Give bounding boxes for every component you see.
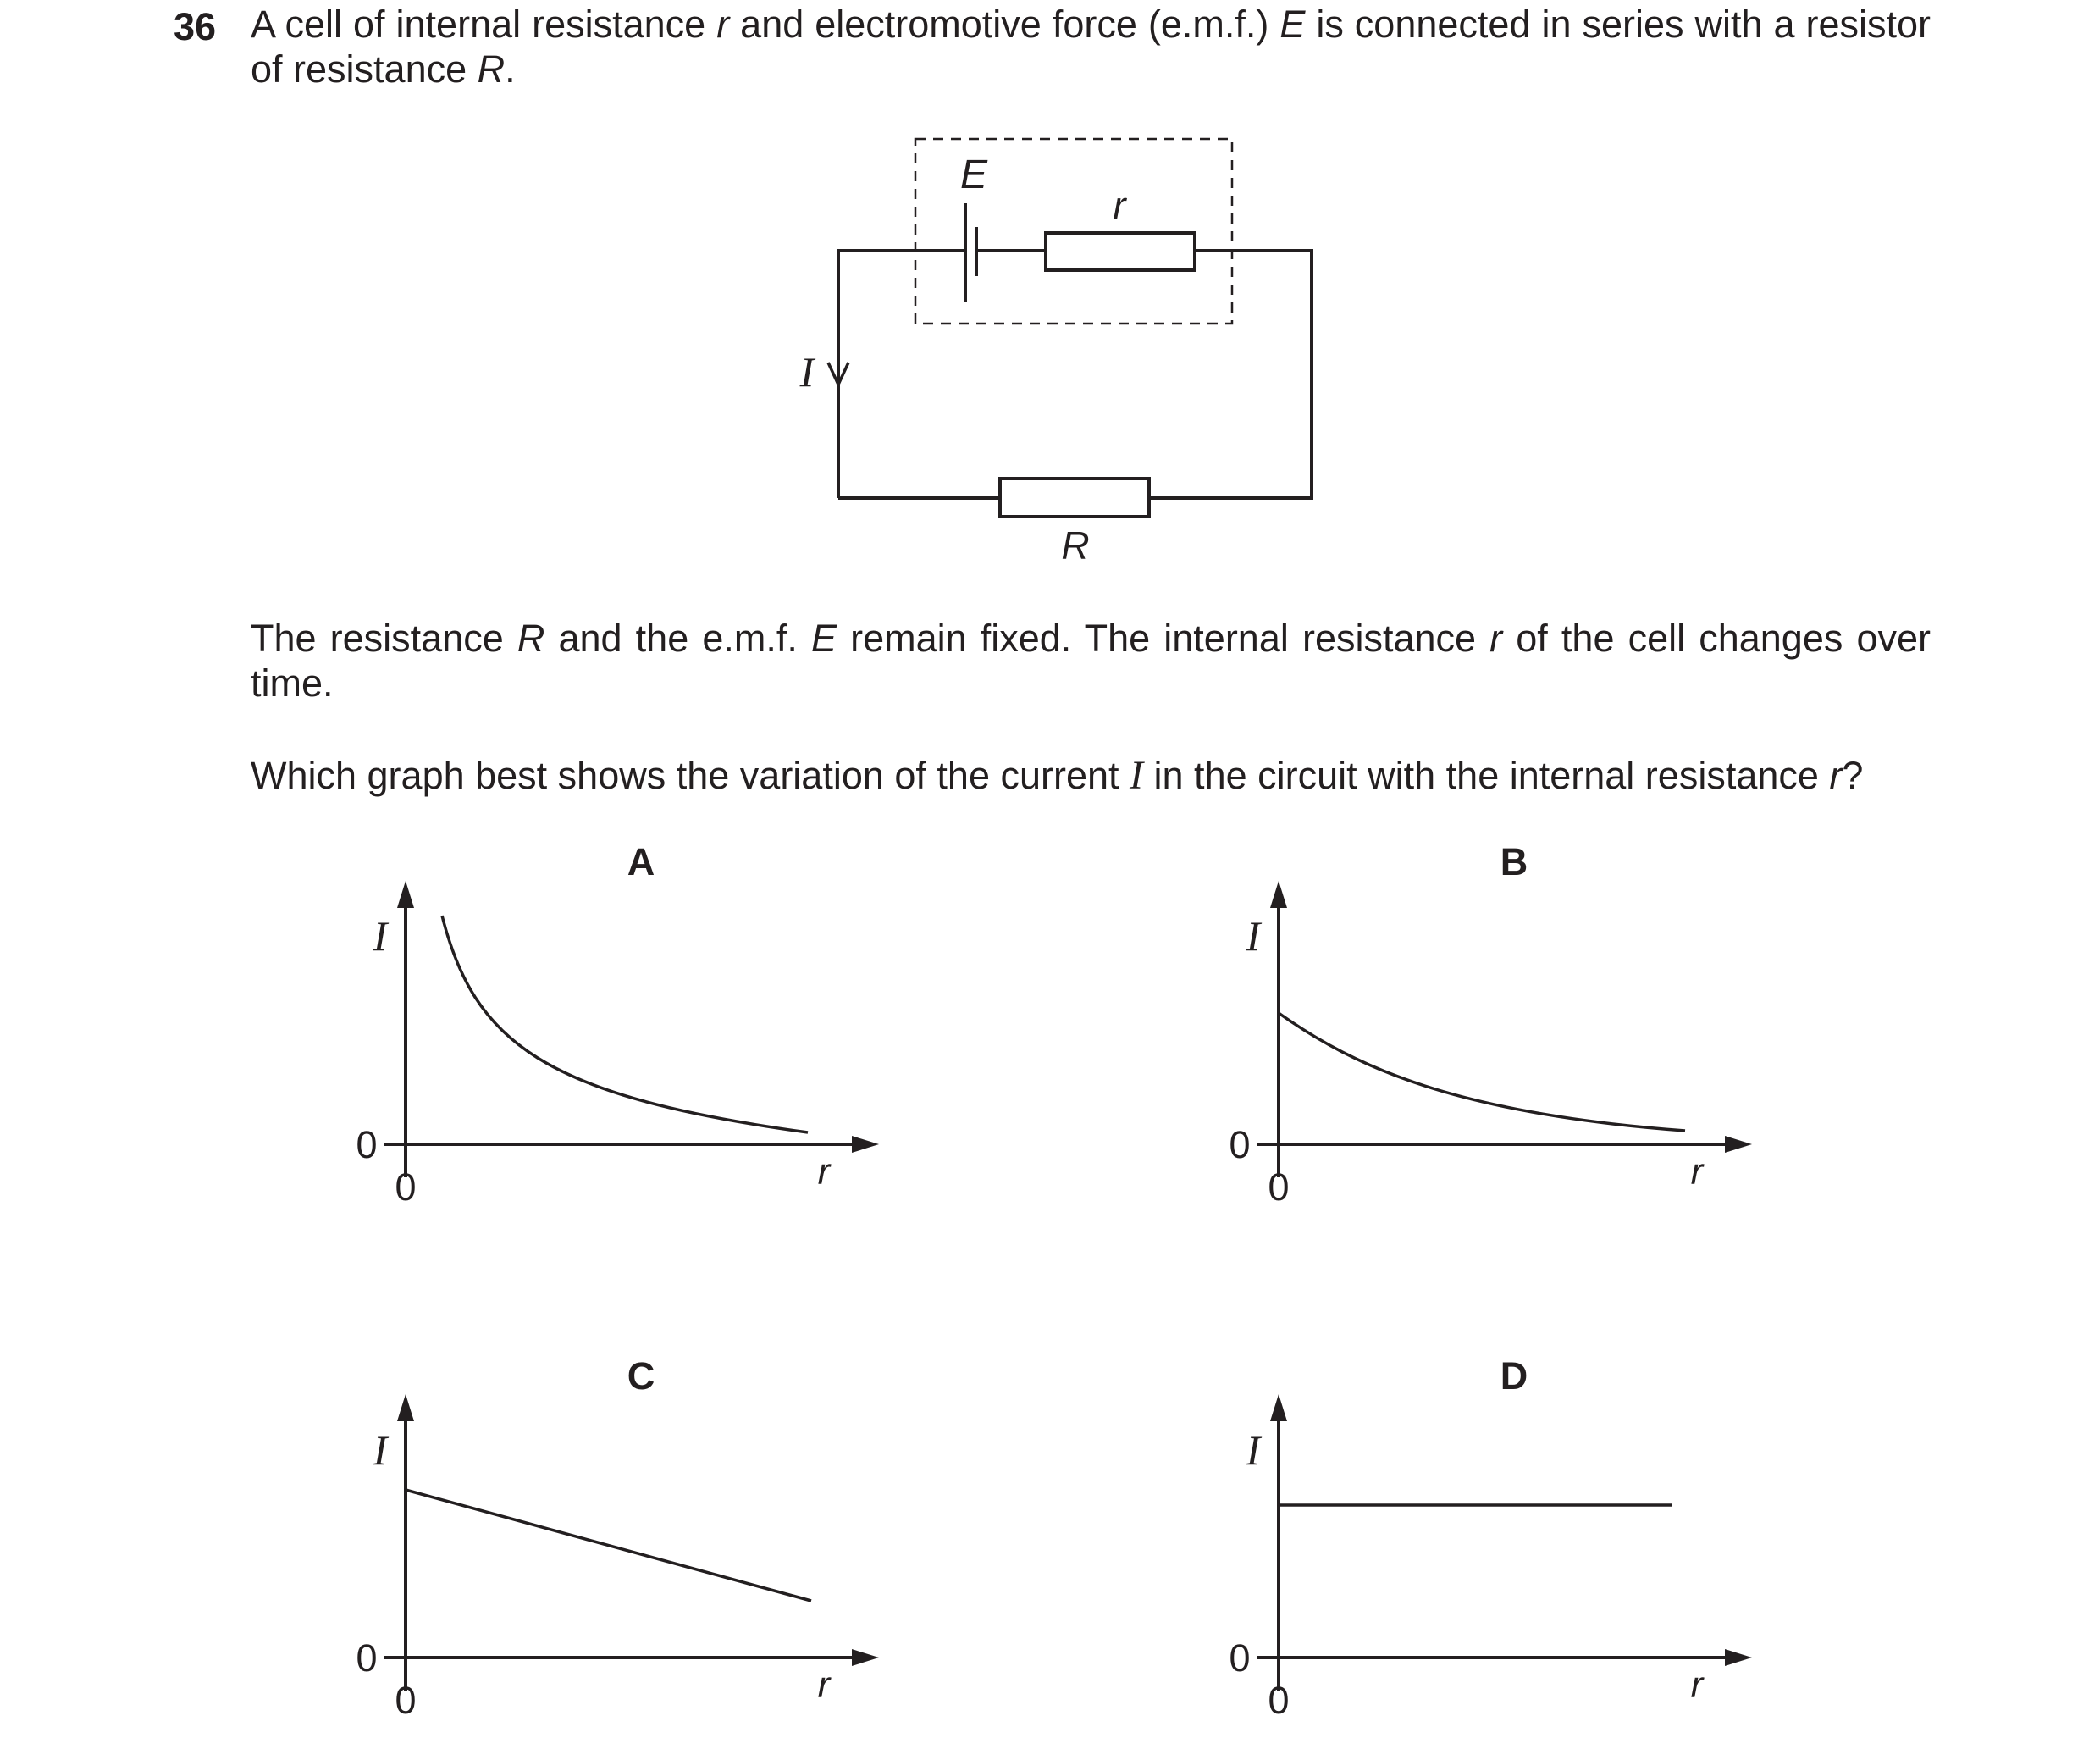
y-axis-arrowhead [1270,1394,1287,1421]
prompt-text-1: Which graph best shows the variation of the current [251,754,1130,797]
line-decreasing [406,1490,811,1601]
x-axis-label: r [817,1151,831,1193]
y-axis-arrowhead [397,1394,414,1421]
prompt-text-2: in the circuit with the internal resistance [1143,754,1830,797]
origin-x-label: 0 [1268,1679,1290,1722]
y-axis-label: I [373,1426,388,1474]
prompt-symbol-r: r [1829,754,1843,797]
x-axis-label: r [1690,1151,1704,1193]
statement-symbol-r-external: R [517,617,545,660]
origin-x-label: 0 [1268,1165,1290,1209]
internal-resistance-label: r [1113,184,1126,227]
origin-x-label: 0 [395,1679,417,1722]
y-axis-arrowhead [1270,881,1287,908]
x-axis-arrowhead [852,1649,879,1666]
graph-option-d[interactable] [1229,1354,1752,1722]
y-axis-label: I [1246,912,1261,960]
origin-x-label: 0 [395,1165,417,1209]
x-axis-arrowhead [852,1136,879,1153]
intro-symbol-e: E [1279,3,1306,46]
statement-symbol-e: E [810,617,837,660]
x-axis-label: r [817,1664,831,1706]
intro-text-4: . [505,47,516,91]
external-resistance-label: R [1061,523,1090,567]
origin-y-label: 0 [1229,1636,1251,1680]
statement-text-1: The resistance [251,617,517,660]
y-axis-label: I [1246,1426,1261,1474]
intro-symbol-r: r [716,3,730,46]
graph-option-a[interactable] [356,840,879,1209]
intro-text-1: A cell of internal resistance [251,3,717,46]
curve-inverse-steep [442,916,808,1132]
question-number: 36 [174,5,217,48]
intro-symbol-r-external: R [477,47,506,91]
graph-option-b[interactable] [1229,840,1752,1209]
x-axis-arrowhead [1725,1136,1752,1153]
x-axis-arrowhead [1725,1649,1752,1666]
intro-text-2: and electromotive force (e.m.f.) [729,3,1280,46]
intro-text-3: is connected in series with a resistor of resistance [251,3,1931,91]
current-label: I [799,348,815,396]
y-axis-arrowhead [397,881,414,908]
graph-option-c[interactable] [356,1354,879,1722]
origin-y-label: 0 [1229,1123,1251,1166]
statement-text-2: and the e.m.f. [544,617,811,660]
statement-text-3: remain fixed. The internal resistance [836,617,1490,660]
prompt-text-3: ? [1842,754,1864,797]
option-letter-a: A [627,840,655,883]
option-letter-d: D [1500,1354,1528,1398]
x-axis-label: r [1690,1664,1704,1706]
option-letter-b: B [1500,840,1528,883]
emf-label: E [959,152,988,197]
statement-symbol-r: r [1489,617,1503,660]
option-letter-c: C [627,1354,655,1398]
curve-inverse-from-finite [1279,1013,1685,1131]
origin-y-label: 0 [356,1123,378,1166]
statement-text-4: of the cell changes over time. [251,617,1931,705]
prompt-symbol-i: I [1130,753,1144,798]
y-axis-label: I [373,912,388,960]
origin-y-label: 0 [356,1636,378,1680]
